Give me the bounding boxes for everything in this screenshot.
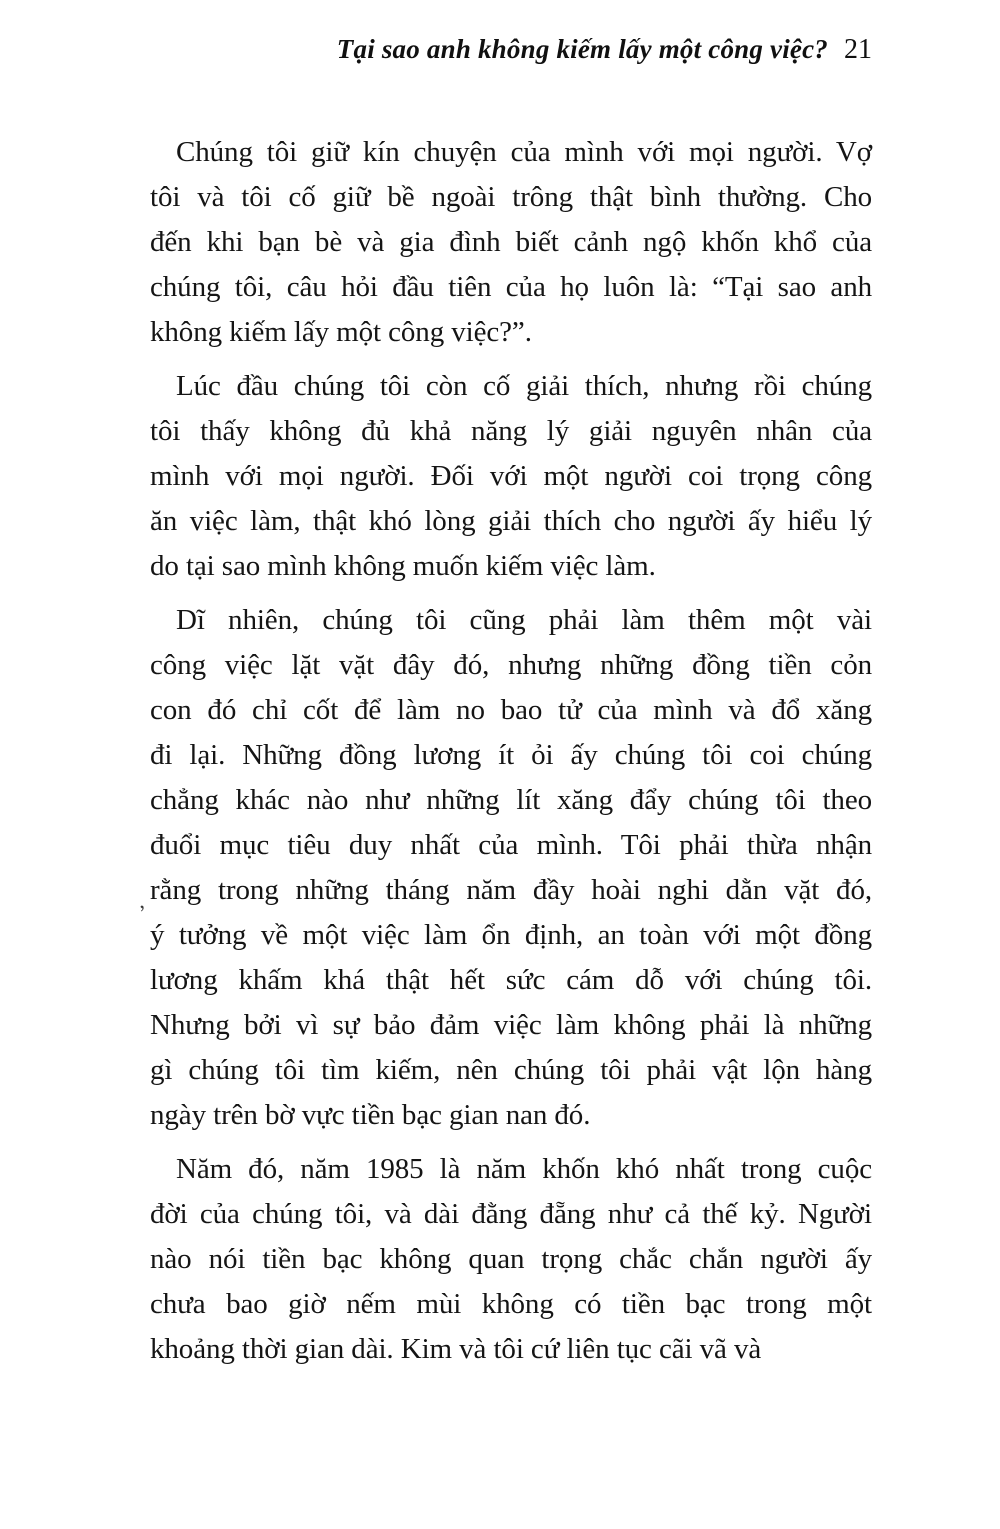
- scan-artifact-mark: ,: [135, 887, 146, 914]
- text-line: mình với mọi người. Đối với một người coi trọng công: [150, 460, 872, 492]
- text-line: tôi thấy không đủ khả năng lý giải nguyên nhân của: [150, 415, 872, 447]
- text-line: Nhưng bởi vì sự bảo đảm việc làm không phải là những: [150, 1009, 872, 1041]
- text-line: gì chúng tôi tìm kiếm, nên chúng tôi phải vật lộn hàng: [150, 1054, 872, 1086]
- text-line: nào nói tiền bạc không quan trọng chắc chắn người ấy: [150, 1243, 872, 1275]
- text-line: đi lại. Những đồng lương ít ỏi ấy chúng tôi coi chúng: [150, 739, 872, 771]
- text-line: ý tưởng về một việc làm ổn định, an toàn với một đồng: [150, 919, 872, 951]
- text-line: Năm đó, năm 1985 là năm khốn khó nhất trong cuộc: [176, 1153, 872, 1185]
- text-line: đuổi mục tiêu duy nhất của mình. Tôi phải thừa nhận: [150, 829, 872, 861]
- text-line: ngày trên bờ vực tiền bạc gian nan đó.: [150, 1099, 591, 1131]
- paragraph: [150, 598, 872, 1138]
- text-line: không kiếm lấy một công việc?”.: [150, 316, 532, 348]
- text-line: đến khi bạn bè và gia đình biết cảnh ngộ khốn khổ của: [150, 226, 872, 258]
- text-line: rằng trong những tháng năm đầy hoài nghi dằn vặt đó,: [150, 874, 872, 906]
- text-line: đời của chúng tôi, và dài đằng đẵng như cả thế kỷ. Người: [150, 1198, 872, 1230]
- text-line: Lúc đầu chúng tôi còn cố giải thích, nhưng rồi chúng: [176, 370, 872, 402]
- text-line: tôi và tôi cố giữ bề ngoài trông thật bình thường. Cho: [150, 181, 872, 213]
- text-line: Chúng tôi giữ kín chuyện của mình với mọi người. Vợ: [176, 136, 872, 168]
- text-line: lương khấm khá thật hết sức cám dỗ với chúng tôi.: [150, 964, 872, 996]
- paragraph: [150, 364, 872, 589]
- page-body-text: [135, 130, 872, 1372]
- text-line: Dĩ nhiên, chúng tôi cũng phải làm thêm một vài: [176, 604, 872, 636]
- running-header-title: Tại sao anh không kiếm lấy một công việc?: [336, 34, 828, 64]
- text-line: khoảng thời gian dài. Kim và tôi cứ liên tục cãi vã và: [150, 1333, 762, 1365]
- page-number: 21: [844, 34, 872, 65]
- text-line: do tại sao mình không muốn kiếm việc làm.: [150, 550, 656, 582]
- paragraph: [150, 1147, 872, 1372]
- text-line: chưa bao giờ nếm mùi không có tiền bạc trong một: [150, 1288, 872, 1320]
- running-header: [150, 34, 872, 66]
- text-line: ăn việc làm, thật khó lòng giải thích cho người ấy hiểu lý: [150, 505, 872, 537]
- paragraph: [150, 130, 872, 355]
- text-line: chẳng khác nào như những lít xăng đẩy chúng tôi theo: [150, 784, 872, 816]
- text-line: chúng tôi, câu hỏi đầu tiên của họ luôn là: “Tại sao anh: [150, 271, 872, 303]
- text-line: công việc lặt vặt đây đó, nhưng những đồng tiền cỏn: [150, 649, 872, 681]
- text-line: con đó chỉ cốt để làm no bao tử của mình và đổ xăng: [150, 694, 872, 726]
